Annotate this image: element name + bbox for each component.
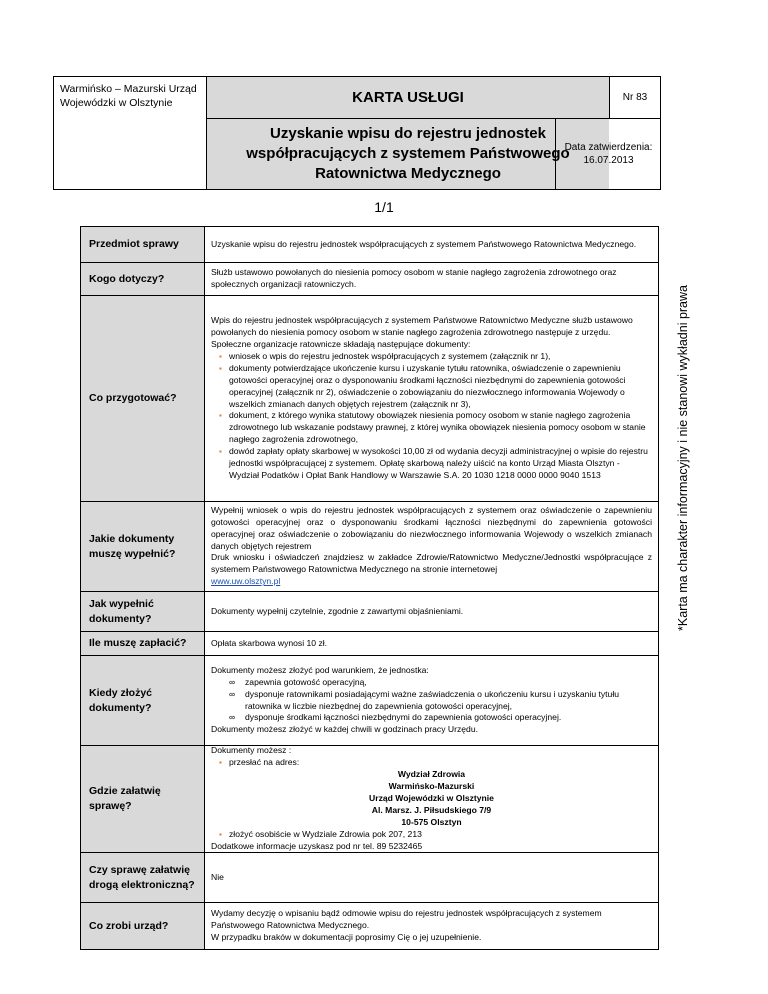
row-kiedy <box>81 656 658 746</box>
row-label: Przedmiot sprawy <box>81 227 205 262</box>
row-wypelnic <box>81 592 658 632</box>
outro-text: Dokumenty możesz złożyć w każdej chwili w godzinach pracy Urzędu. <box>211 724 478 735</box>
page-number: 1/1 <box>374 199 394 215</box>
approval-date-label: Data zatwierdzenia: <box>564 142 653 153</box>
row-value: Dokumenty wypełnij czytelnie, zgodnie z zawartymi objaśnieniami. <box>211 605 464 616</box>
office-name: Warmińsko – Mazurski Urząd Wojewódzki w Olsztynie <box>54 77 207 189</box>
list-item: ▪ dokumenty potwierdzające ukończenie kursu i uzyskanie tytułu ratownika, oświadczenie o zapewnieniu gotowości operacyjnej oraz o dysponowaniu środkami łączności niezbędnymi do zapewnienia gotowości operacyjnej (załącznik nr 2), oświadczenie o zobowiązaniu do niezwłocznego informowania Wojewody o wszelkich zmianach danych objętych rejestrem (załącznik nr 3), <box>211 363 652 411</box>
row-przygotowac <box>81 296 658 502</box>
side-note-text: *Karta ma charakter informacyjny i nie stanowi wykładni prawa <box>676 285 690 631</box>
address-line: Urząd Wojewódzki w Olsztynie <box>369 793 494 804</box>
row-elektronicznie <box>81 853 658 903</box>
row-gdzie <box>81 746 658 853</box>
list-item: ▪ złożyć osobiście w Wydziale Zdrowia pok 207, 213 <box>211 829 652 841</box>
intro-text: Dokumenty możesz : <box>211 745 292 756</box>
approval-date-cell <box>555 119 661 189</box>
list-item: ▪ dowód zapłaty opłaty skarbowej w wysokości 10,00 zł od wydania decyzji administracyjnej o wpisie do rejestru jednostki współpracującej z systemem. Opłatę skarbową należy uiścić na konto Urząd Miasta Olsztyn - Wydział Podatków i Opłat Bank Handlowy w Warszawie S.A. 20 1030 1218 0000 0000 9040 1513 <box>211 446 652 482</box>
list-item: ▪ dokument, z którego wynika statutowy obowiązek niesienia pomocy osobom w stanie nagłego zagrożenia zdrowotnego lub wskazanie podstawy prawnej, z której wynika obowiązek niesienia pomocy osobom w stanie nagłego zagrożenia zdrowotnego, <box>211 410 652 446</box>
list-item: ∞ dysponuje ratownikami posiadającymi ważne zaświadczenia o ukończeniu kursu i uzyskaniu tytułu ratownika w liczbie niezbędnej do zapewnienia gotowości operacyjnej, <box>211 689 652 713</box>
row-value: Druk wniosku i oświadczeń znajdziesz w zakładce Zdrowie/Ratownictwo Medyczne/Jednostki współpracujące z systemem Państwowego Ratownictwa Medycznego na stronie internetowej <box>211 552 652 575</box>
row-value: Opłata skarbowa wynosi 10 zł. <box>211 637 328 648</box>
row-przedmiot <box>81 227 658 263</box>
row-label: Co zrobi urząd? <box>81 903 205 949</box>
row-label: Kogo dotyczy? <box>81 263 205 295</box>
list-item: ▪ wniosek o wpis do rejestru jednostek współpracujących z systemem (załącznik nr 1), <box>211 351 652 363</box>
address-line: Wydział Zdrowia <box>397 769 466 780</box>
card-title: KARTA USŁUGI <box>207 77 609 119</box>
intro-text: Wpis do rejestru jednostek współpracujących z systemem Państwowe Ratownictwo Medyczne służb ustawowo powołanych do niesienia pomocy osobom w stanie nagłego zagrożenia zdrowotnego następuje z urzędu. <box>211 315 633 338</box>
row-value: W przypadku braków w dokumentacji poprosimy Cię o jej uzupełnienie. <box>211 931 482 942</box>
row-value: Wypełnij wniosek o wpis do rejestru jednostek współpracujących z systemem oraz oświadczenie o zapewnieniu gotowości operacyjnej oraz o dysponowaniu środkami łączności niezbędnymi do zapewnienia gotowości operacyjnej oraz oświadczenie o zobowiązaniu do niezwłocznego informowania Wojewody o wszelkich zmianach danych objętych rejestrem <box>211 504 652 551</box>
intro-text: Społeczne organizacje ratownicze składają następujące dokumenty: <box>211 338 471 349</box>
service-table <box>80 226 659 950</box>
card-number: Nr 83 <box>609 77 660 119</box>
row-dokumenty <box>81 502 658 592</box>
row-label: Jakie dokumenty muszę wypełnić? <box>81 502 205 591</box>
row-value: Służb ustawowo powołanych do niesienia pomocy osobom w stanie nagłego zagrożenia zdrowotnego oraz społecznych organizacji ratowniczych. <box>211 267 617 289</box>
list-item: ∞ zapewnia gotowość operacyjną, <box>211 677 652 689</box>
row-label: Jak wypełnić dokumenty? <box>81 592 205 631</box>
intro-text: Dokumenty możesz złożyć pod warunkiem, że jednostka: <box>211 664 429 675</box>
row-value: Uzyskanie wpisu do rejestru jednostek współpracujących z systemem Państwowego Ratownictwa Medycznego. <box>211 238 637 249</box>
row-label: Kiedy złożyć dokumenty? <box>81 656 205 745</box>
list-item: ∞ dysponuje środkami łączności niezbędnymi do zapewnienia gotowości operacyjnej. <box>211 712 652 724</box>
row-urzad <box>81 903 658 949</box>
website-link[interactable]: www.uw.olsztyn.pl <box>211 576 281 587</box>
side-note <box>672 228 694 688</box>
row-label: Czy sprawę załatwię drogą elektroniczną? <box>81 853 205 902</box>
service-subject: Uzyskanie wpisu do rejestru jednostek współpracujących z systemem Państwowego Ratownictwa Medycznego <box>207 119 609 189</box>
list-item: ▪ przesłać na adres: <box>211 757 652 769</box>
address-line: Al. Marsz. J. Piłsudskiego 7/9 <box>371 804 492 815</box>
address-line: Warmińsko-Mazurski <box>388 781 475 792</box>
row-label: Co przygotować? <box>81 296 205 501</box>
approval-date-value: 16.07.2013 <box>583 155 634 166</box>
row-value: Wydamy decyzję o wpisaniu bądź odmowie wpisu do rejestru jednostek współpracujących z systemem Państwowego Ratownictwa Medycznego. <box>211 908 602 931</box>
address-line: 10-575 Olsztyn <box>401 816 462 827</box>
row-value: Nie <box>211 871 224 882</box>
outro-text: Dodatkowe informacje uzyskasz pod nr tel. 89 5232465 <box>211 840 423 851</box>
row-label: Ile muszę zapłacić? <box>81 632 205 655</box>
row-kogo <box>81 263 658 296</box>
row-label: Gdzie załatwię sprawę? <box>81 746 205 852</box>
row-zaplacic <box>81 632 658 656</box>
